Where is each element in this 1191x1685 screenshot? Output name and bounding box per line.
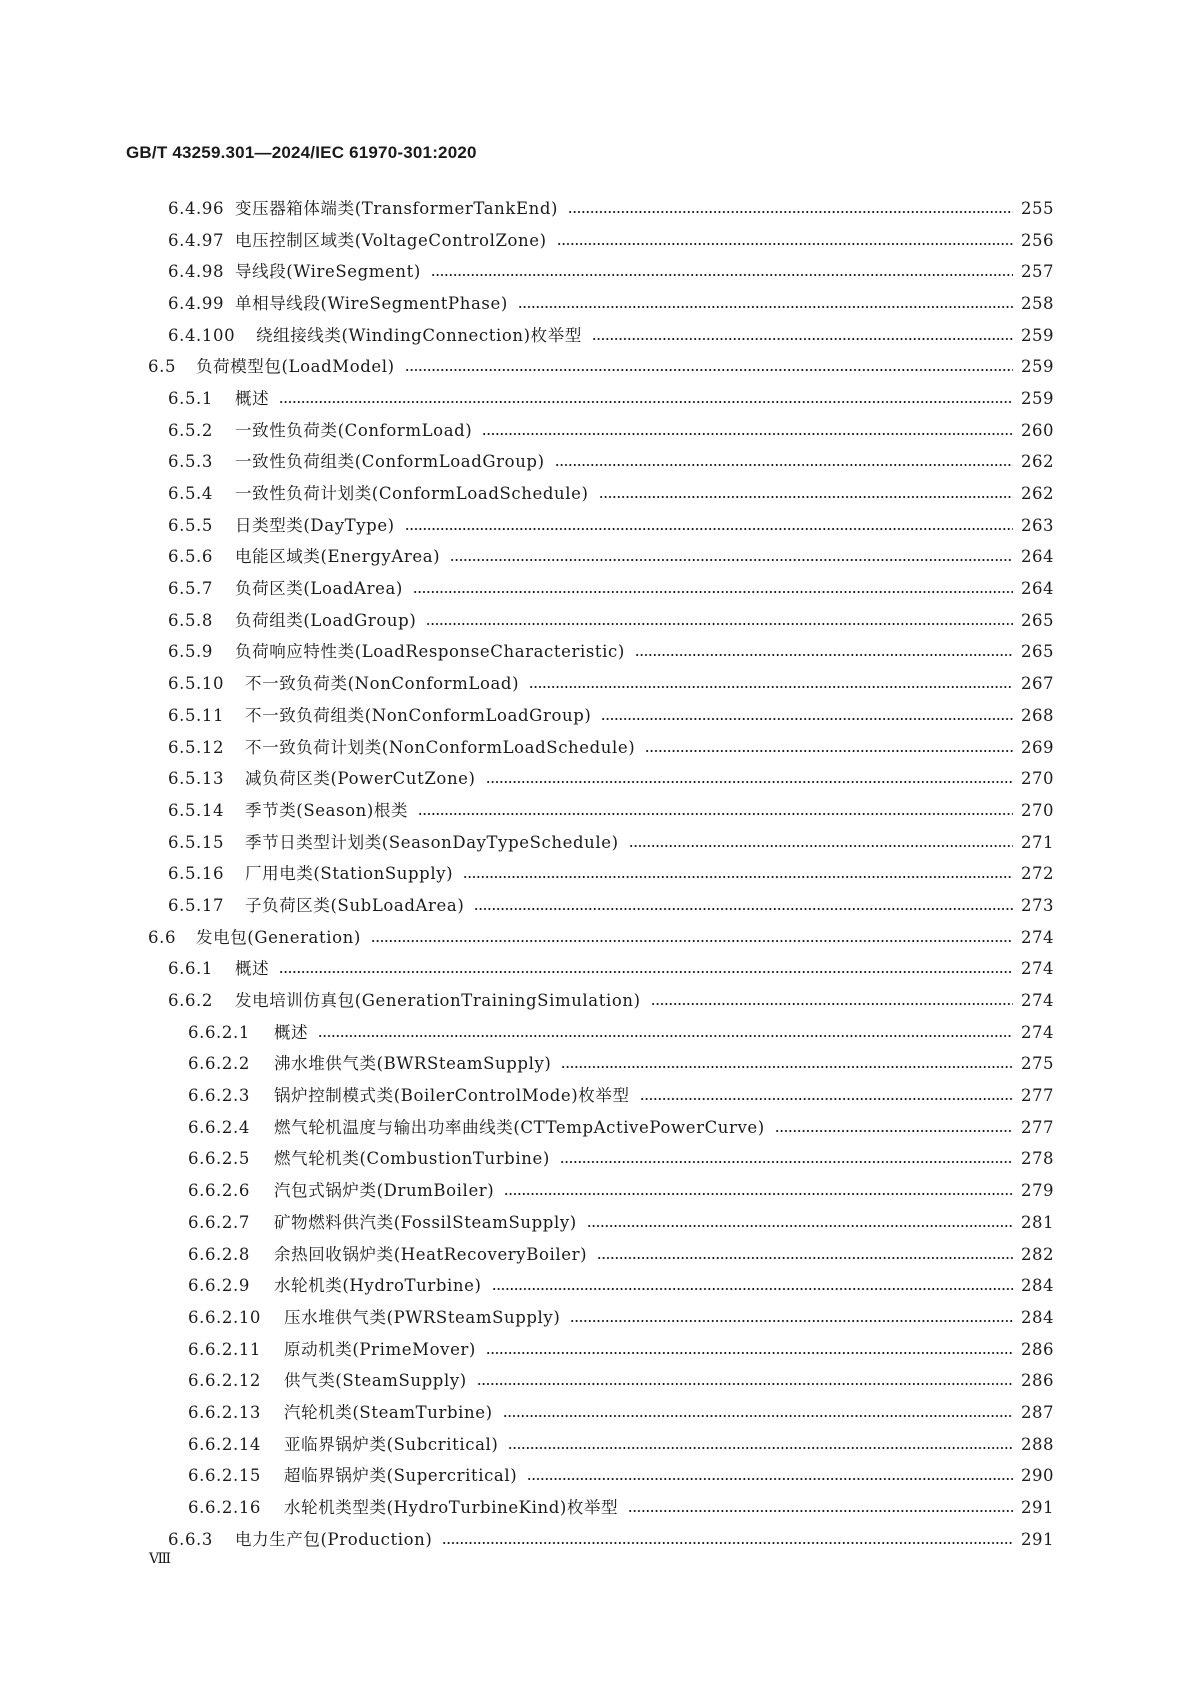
toc-entry-number: 6.6.2.10 [188,1307,262,1327]
toc-entry-title: 汽包式锅炉类(DrumBoiler) [274,1181,495,1201]
toc-entry-page: 259 [1021,388,1054,408]
toc-entry-page: 270 [1021,800,1054,820]
toc-entry-page: 258 [1021,293,1054,313]
toc-entry-page: 274 [1021,927,1054,947]
dot-leader [628,1510,1013,1512]
toc-entry-number: 6.6.2.7 [188,1212,250,1232]
toc-entry-number: 6.6.2.11 [188,1339,262,1359]
toc-entry-page: 286 [1021,1371,1054,1391]
toc-entry[interactable] [0,383,1191,415]
toc-entry-title: 沸水堆供气类(BWRSteamSupply) [274,1054,552,1074]
toc-entry[interactable] [0,1175,1191,1207]
toc-entry-page: 282 [1021,1244,1054,1264]
toc-entry-title: 负荷响应特性类(LoadResponseCharacteristic) [235,642,625,662]
toc-entry-number: 6.5.6 [168,547,213,567]
dot-leader [560,1161,1013,1163]
toc-entry[interactable] [0,351,1191,383]
dot-leader [431,274,1013,276]
toc-entry[interactable] [0,1270,1191,1302]
toc-entry-title: 一致性负荷计划类(ConformLoadSchedule) [235,484,589,504]
toc-entry-number: 6.5.2 [168,420,213,440]
dot-leader [503,1415,1013,1417]
toc-entry[interactable] [0,193,1191,225]
toc-entry[interactable] [0,1080,1191,1112]
toc-entry-title: 水轮机类型类(HydroTurbineKind)枚举型 [284,1498,619,1518]
toc-entry-title: 负荷模型包(LoadModel) [196,357,395,377]
toc-entry-title: 一致性负荷类(ConformLoad) [235,420,473,440]
dot-leader [418,813,1013,815]
dot-leader [508,1447,1013,1449]
standard-number-header: GB/T 43259.301—2024/IEC 61970-301:2020 [126,143,477,162]
toc-entry[interactable] [0,1144,1191,1176]
dot-leader [592,338,1013,340]
toc-entry-page: 255 [1021,198,1054,218]
toc-entry-page: 273 [1021,895,1054,915]
toc-entry-title: 矿物燃料供汽类(FossilSteamSupply) [274,1212,577,1232]
toc-entry-title: 不一致负荷类(NonConformLoad) [245,674,520,694]
table-of-contents [0,193,1191,1556]
toc-entry-page: 275 [1021,1054,1054,1074]
toc-entry-page: 291 [1021,1498,1054,1518]
toc-entry[interactable] [0,795,1191,827]
toc-entry[interactable] [0,605,1191,637]
toc-entry-number: 6.6.2 [168,991,213,1011]
toc-entry-title: 锅炉控制模式类(BoilerControlMode)枚举型 [274,1086,630,1106]
toc-entry-title: 季节类(Season)根类 [245,800,409,820]
toc-entry-title: 概述 [235,388,270,408]
toc-entry[interactable] [0,1207,1191,1239]
toc-entry-number: 6.6.2.1 [188,1022,250,1042]
dot-leader [601,718,1013,720]
toc-entry-number: 6.6.2.9 [188,1276,250,1296]
toc-entry-page: 284 [1021,1276,1054,1296]
toc-entry-number: 6.4.100 [168,325,236,345]
toc-entry[interactable] [0,1524,1191,1556]
toc-entry-title: 电压控制区域类(VoltageControlZone) [235,230,547,250]
toc-entry[interactable] [0,225,1191,257]
toc-entry-number: 6.5.16 [168,864,225,884]
toc-entry[interactable] [0,320,1191,352]
toc-entry-number: 6.5.17 [168,895,225,915]
dot-leader [405,369,1013,371]
toc-entry-title: 减负荷区类(PowerCutZone) [245,769,476,789]
toc-entry-number: 6.6.2.16 [188,1498,262,1518]
toc-entry-number: 6.5.4 [168,484,213,504]
toc-entry-page: 269 [1021,737,1054,757]
toc-entry-page: 262 [1021,484,1054,504]
toc-entry-page: 259 [1021,325,1054,345]
toc-entry[interactable] [0,763,1191,795]
dot-leader [450,559,1013,561]
toc-entry-page: 264 [1021,547,1054,567]
toc-entry-title: 不一致负荷计划类(NonConformLoadSchedule) [245,737,636,757]
toc-entry-page: 274 [1021,1022,1054,1042]
toc-entry[interactable] [0,288,1191,320]
toc-entry-page: 268 [1021,705,1054,725]
toc-entry-number: 6.5.3 [168,452,213,472]
toc-entry-page: 286 [1021,1339,1054,1359]
toc-entry-number: 6.5.13 [168,769,225,789]
dot-leader [318,1035,1013,1037]
dot-leader [527,1478,1013,1480]
toc-entry-page: 274 [1021,991,1054,1011]
dot-leader [555,464,1013,466]
toc-entry-title: 变压器箱体端类(TransformerTankEnd) [235,198,559,218]
dot-leader [518,306,1013,308]
dot-leader [405,528,1013,530]
toc-entry-number: 6.6.2.6 [188,1181,250,1201]
dot-leader [426,623,1013,625]
dot-leader [371,940,1013,942]
dot-leader [486,1352,1013,1354]
toc-entry-number: 6.5.15 [168,832,225,852]
toc-entry-title: 负荷组类(LoadGroup) [235,610,417,630]
dot-leader [474,908,1013,910]
toc-entry-number: 6.5.7 [168,579,213,599]
toc-entry-page: 281 [1021,1212,1054,1232]
toc-entry[interactable] [0,1302,1191,1334]
toc-entry-number: 6.6.2.2 [188,1054,250,1074]
dot-leader [568,211,1013,213]
toc-entry[interactable] [0,447,1191,479]
toc-entry-page: 271 [1021,832,1054,852]
toc-entry-number: 6.5.12 [168,737,225,757]
dot-leader [599,496,1014,498]
dot-leader [629,845,1013,847]
toc-entry-number: 6.5 [148,357,177,377]
toc-entry-title: 导线段(WireSegment) [235,262,421,282]
toc-entry-number: 6.6.2.13 [188,1402,262,1422]
toc-entry-number: 6.5.9 [168,642,213,662]
toc-entry-page: 287 [1021,1402,1054,1422]
toc-entry-number: 6.5.1 [168,388,213,408]
dot-leader [477,1383,1013,1385]
toc-entry[interactable] [0,890,1191,922]
dot-leader [645,750,1013,752]
toc-entry-number: 6.6 [148,927,177,947]
toc-entry-page: 257 [1021,262,1054,282]
toc-entry[interactable] [0,1112,1191,1144]
toc-entry[interactable] [0,858,1191,890]
dot-leader [279,971,1013,973]
toc-entry-number: 6.4.99 [168,293,225,313]
toc-entry-title: 概述 [235,959,270,979]
toc-entry-title: 电能区域类(EnergyArea) [235,547,441,567]
toc-entry-title: 供气类(SteamSupply) [284,1371,467,1391]
toc-entry[interactable] [0,1365,1191,1397]
toc-entry-number: 6.4.98 [168,262,225,282]
toc-entry[interactable] [0,256,1191,288]
dot-leader [597,1257,1013,1259]
toc-entry[interactable] [0,1397,1191,1429]
toc-entry-title: 电力生产包(Production) [235,1529,433,1549]
toc-entry-title: 燃气轮机类(CombustionTurbine) [274,1149,550,1169]
toc-entry[interactable] [0,478,1191,510]
dot-leader [492,1288,1013,1290]
toc-entry-number: 6.4.97 [168,230,225,250]
dot-leader [587,1225,1013,1227]
toc-entry-title: 超临界锅炉类(Supercritical) [284,1466,518,1486]
toc-entry-title: 概述 [274,1022,309,1042]
dot-leader [529,686,1013,688]
toc-entry[interactable] [0,827,1191,859]
toc-entry[interactable] [0,510,1191,542]
toc-entry-number: 6.6.2.5 [188,1149,250,1169]
toc-entry[interactable] [0,1049,1191,1081]
toc-entry-page: 262 [1021,452,1054,472]
toc-entry[interactable] [0,954,1191,986]
dot-leader [413,591,1013,593]
dot-leader [486,781,1013,783]
toc-entry-number: 6.6.3 [168,1529,213,1549]
toc-entry-page: 265 [1021,642,1054,662]
toc-entry-page: 284 [1021,1307,1054,1327]
toc-entry-title: 水轮机类(HydroTurbine) [274,1276,482,1296]
dot-leader [570,1320,1013,1322]
toc-entry-page: 270 [1021,769,1054,789]
toc-entry-number: 6.6.2.4 [188,1117,250,1137]
toc-entry[interactable] [0,922,1191,954]
toc-entry-page: 263 [1021,515,1054,535]
dot-leader [640,1098,1013,1100]
toc-entry-title: 发电培训仿真包(GenerationTrainingSimulation) [235,991,641,1011]
toc-entry-number: 6.4.96 [168,198,225,218]
toc-entry[interactable] [0,637,1191,669]
toc-entry-page: 259 [1021,357,1054,377]
toc-entry[interactable] [0,1429,1191,1461]
dot-leader [635,654,1013,656]
toc-entry-title: 季节日类型计划类(SeasonDayTypeSchedule) [245,832,619,852]
toc-entry-page: 277 [1021,1086,1054,1106]
toc-entry-title: 子负荷区类(SubLoadArea) [245,895,465,915]
toc-entry-number: 6.5.8 [168,610,213,630]
toc-entry-page: 279 [1021,1181,1054,1201]
toc-entry-title: 负荷区类(LoadArea) [235,579,403,599]
toc-entry-title: 汽轮机类(SteamTurbine) [284,1402,493,1422]
toc-entry-title: 厂用电类(StationSupply) [245,864,454,884]
toc-entry[interactable] [0,700,1191,732]
toc-entry-page: 267 [1021,674,1054,694]
toc-entry-title: 压水堆供气类(PWRSteamSupply) [284,1307,561,1327]
dot-leader [463,876,1013,878]
toc-entry-page: 265 [1021,610,1054,630]
toc-entry-page: 278 [1021,1149,1054,1169]
toc-entry-page: 288 [1021,1434,1054,1454]
toc-entry-number: 6.5.11 [168,705,225,725]
toc-entry-page: 256 [1021,230,1054,250]
toc-entry-number: 6.6.2.14 [188,1434,262,1454]
toc-entry[interactable] [0,1492,1191,1524]
toc-entry[interactable] [0,668,1191,700]
toc-entry-title: 一致性负荷组类(ConformLoadGroup) [235,452,545,472]
toc-entry-number: 6.6.2.12 [188,1371,262,1391]
toc-entry[interactable] [0,985,1191,1017]
toc-entry-page: 290 [1021,1466,1054,1486]
toc-entry-title: 不一致负荷组类(NonConformLoadGroup) [245,705,592,725]
dot-leader [504,1193,1013,1195]
dot-leader [775,1130,1013,1132]
dot-leader [561,1066,1013,1068]
toc-entry-page: 264 [1021,579,1054,599]
dot-leader [482,433,1013,435]
toc-entry-page: 291 [1021,1529,1054,1549]
dot-leader [442,1542,1013,1544]
toc-entry-page: 260 [1021,420,1054,440]
toc-entry-number: 6.5.14 [168,800,225,820]
toc-entry-title: 发电包(Generation) [196,927,361,947]
page-folio: Ⅷ [149,1551,171,1567]
dot-leader [651,1003,1013,1005]
toc-entry[interactable] [0,1017,1191,1049]
toc-entry[interactable] [0,1239,1191,1271]
toc-entry-number: 6.6.1 [168,959,213,979]
toc-entry-page: 277 [1021,1117,1054,1137]
toc-entry-title: 日类型类(DayType) [235,515,395,535]
dot-leader [557,243,1013,245]
toc-entry-title: 燃气轮机温度与输出功率曲线类(CTTempActivePowerCurve) [274,1117,765,1137]
toc-entry-number: 6.5.10 [168,674,225,694]
toc-entry[interactable] [0,415,1191,447]
toc-entry[interactable] [0,573,1191,605]
toc-entry-title: 亚临界锅炉类(Subcritical) [284,1434,499,1454]
toc-entry-number: 6.6.2.15 [188,1466,262,1486]
toc-entry-title: 余热回收锅炉类(HeatRecoveryBoiler) [274,1244,588,1264]
toc-entry-title: 绕组接线类(WindingConnection)枚举型 [256,325,582,345]
dot-leader [279,401,1013,403]
toc-entry[interactable] [0,1461,1191,1493]
toc-entry[interactable] [0,732,1191,764]
toc-entry-page: 272 [1021,864,1054,884]
toc-entry-number: 6.6.2.3 [188,1086,250,1106]
toc-entry-title: 原动机类(PrimeMover) [284,1339,476,1359]
toc-entry[interactable] [0,542,1191,574]
toc-entry-number: 6.6.2.8 [188,1244,250,1264]
toc-entry-number: 6.5.5 [168,515,213,535]
toc-entry-page: 274 [1021,959,1054,979]
toc-entry-title: 单相导线段(WireSegmentPhase) [235,293,508,313]
toc-entry[interactable] [0,1334,1191,1366]
